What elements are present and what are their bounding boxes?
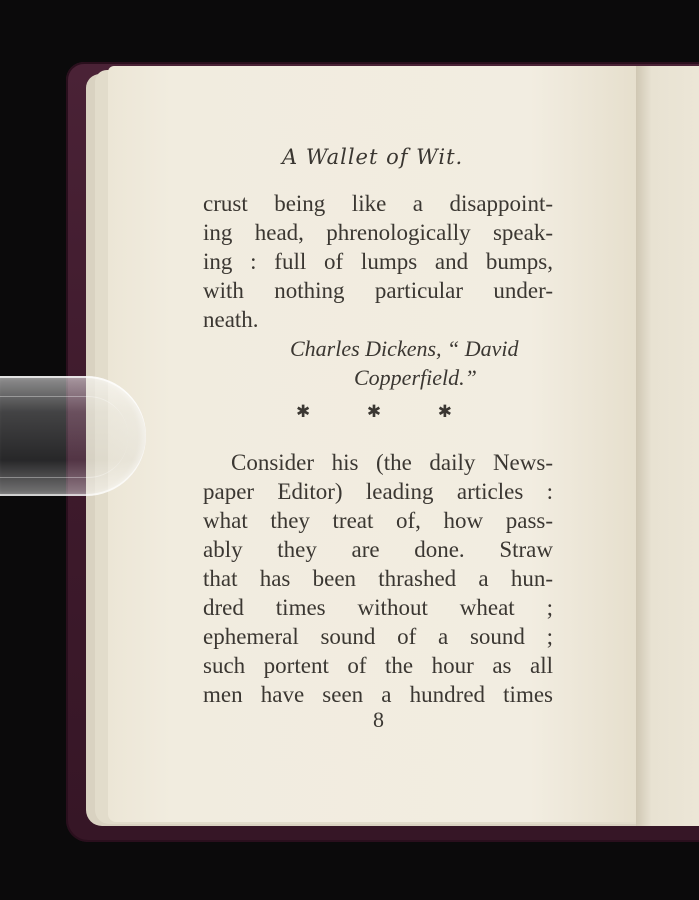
asterisk-ornament: ✱	[366, 402, 382, 422]
passage-2-line: men have seen a hundred times	[203, 682, 553, 707]
passage-1-line: ing head, phrenologically speak-	[203, 220, 553, 245]
passage-2-line: ephemeral sound of a sound ;	[203, 624, 553, 649]
passage-2	[203, 448, 553, 709]
passage-2-line: that has been thrashed a hun-	[203, 566, 553, 591]
passage-1	[203, 189, 553, 334]
passage-2-line: paper Editor) leading articles :	[203, 479, 553, 504]
passage-2-line: such portent of the hour as all	[203, 653, 553, 678]
passage-2-line: what they treat of, how pass-	[203, 508, 553, 533]
attribution-line-2: Copperfield.”	[354, 365, 477, 390]
passage-1-line: crust being like a disappoint-	[203, 191, 553, 216]
section-ornaments	[296, 402, 452, 422]
asterisk-ornament: ✱	[437, 402, 452, 422]
running-title: A Wallet of Wit.	[282, 145, 464, 169]
passage-2-line: Consider his (the daily News-	[231, 450, 553, 475]
passage-1-line: with nothing particular under-	[203, 278, 553, 303]
asterisk-ornament: ✱	[296, 402, 311, 422]
passage-1-line: ing : full of lumps and bumps,	[203, 249, 553, 274]
passage-2-line: ably they are done. Straw	[203, 537, 553, 562]
right-page-edge	[636, 66, 699, 826]
glass-holder-highlight	[0, 396, 128, 478]
attribution-line-1: Charles Dickens, “ David	[290, 336, 519, 361]
attribution	[290, 334, 552, 392]
passage-2-line: dred times without wheat ;	[203, 595, 553, 620]
passage-1-line: neath.	[203, 307, 259, 332]
page-number: 8	[373, 707, 384, 732]
